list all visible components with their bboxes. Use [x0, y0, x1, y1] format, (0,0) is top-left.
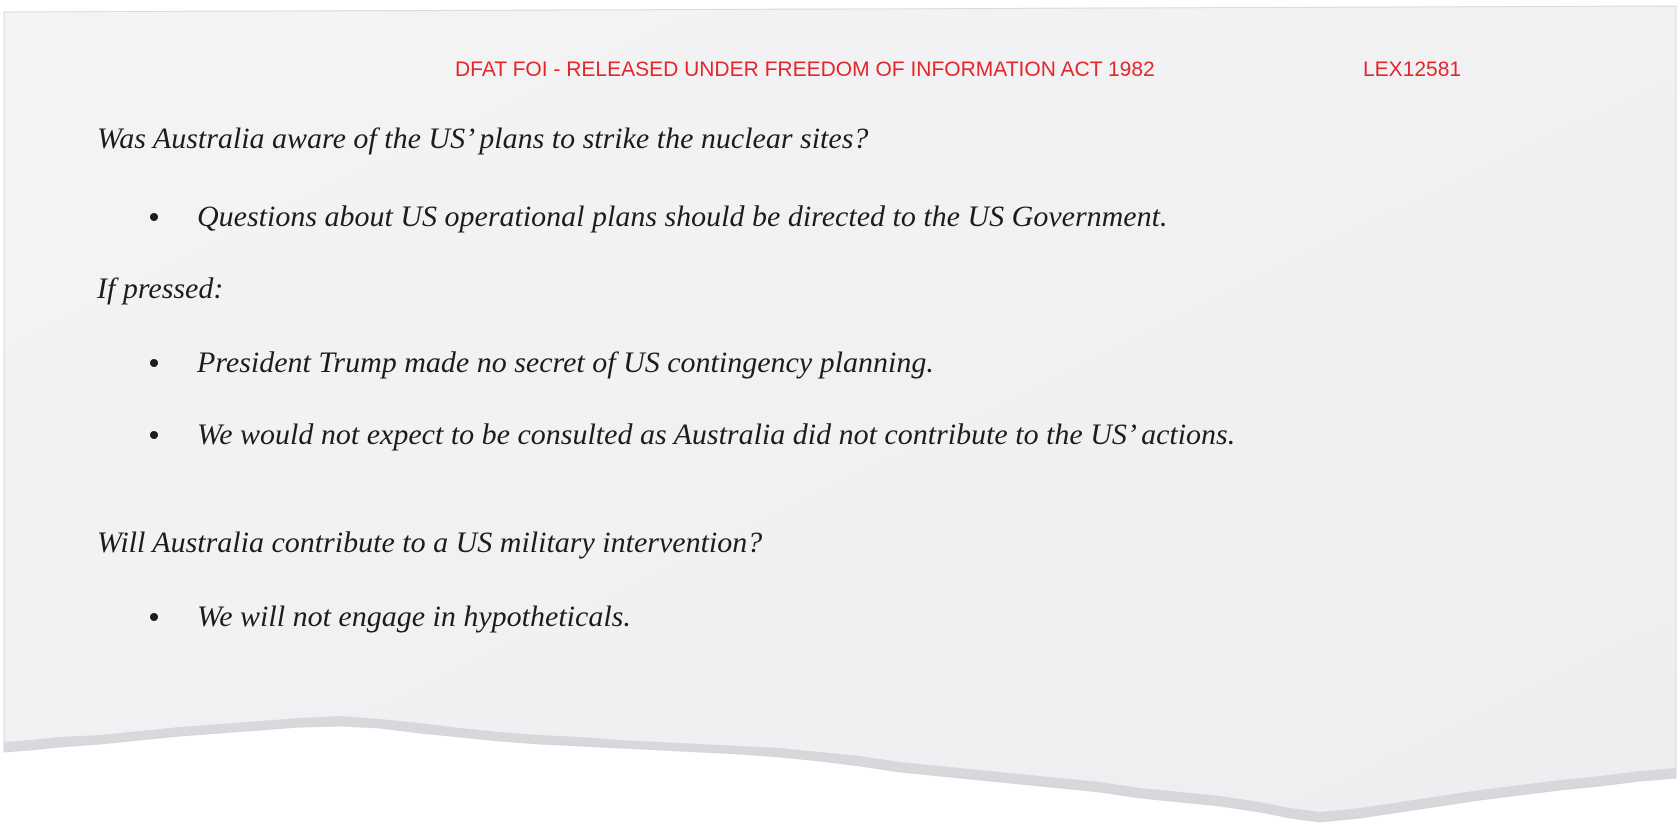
- bullet-icon: [150, 359, 158, 367]
- bullet-text: Questions about US operational plans should be directed to the US Government.: [197, 200, 1168, 233]
- foi-stamp-text: DFAT FOI - RELEASED UNDER FREEDOM OF INFORMATION ACT 1982: [455, 58, 1155, 81]
- bullet-icon: [150, 431, 158, 439]
- bullet-icon: [150, 213, 158, 221]
- bullet-text: We will not engage in hypotheticals.: [197, 600, 631, 633]
- question-heading: Will Australia contribute to a US military intervention?: [97, 526, 763, 559]
- question-heading: Was Australia aware of the US’ plans to strike the nuclear sites?: [97, 122, 869, 155]
- question-heading: If pressed:: [97, 272, 224, 305]
- bullet-icon: [150, 613, 158, 621]
- foi-release-stamp: [0, 58, 1680, 88]
- bullet-text: We would not expect to be consulted as Australia did not contribute to the US’ actions.: [197, 418, 1236, 451]
- reference-number: LEX12581: [1363, 58, 1462, 81]
- bullet-text: President Trump made no secret of US contingency planning.: [197, 346, 934, 379]
